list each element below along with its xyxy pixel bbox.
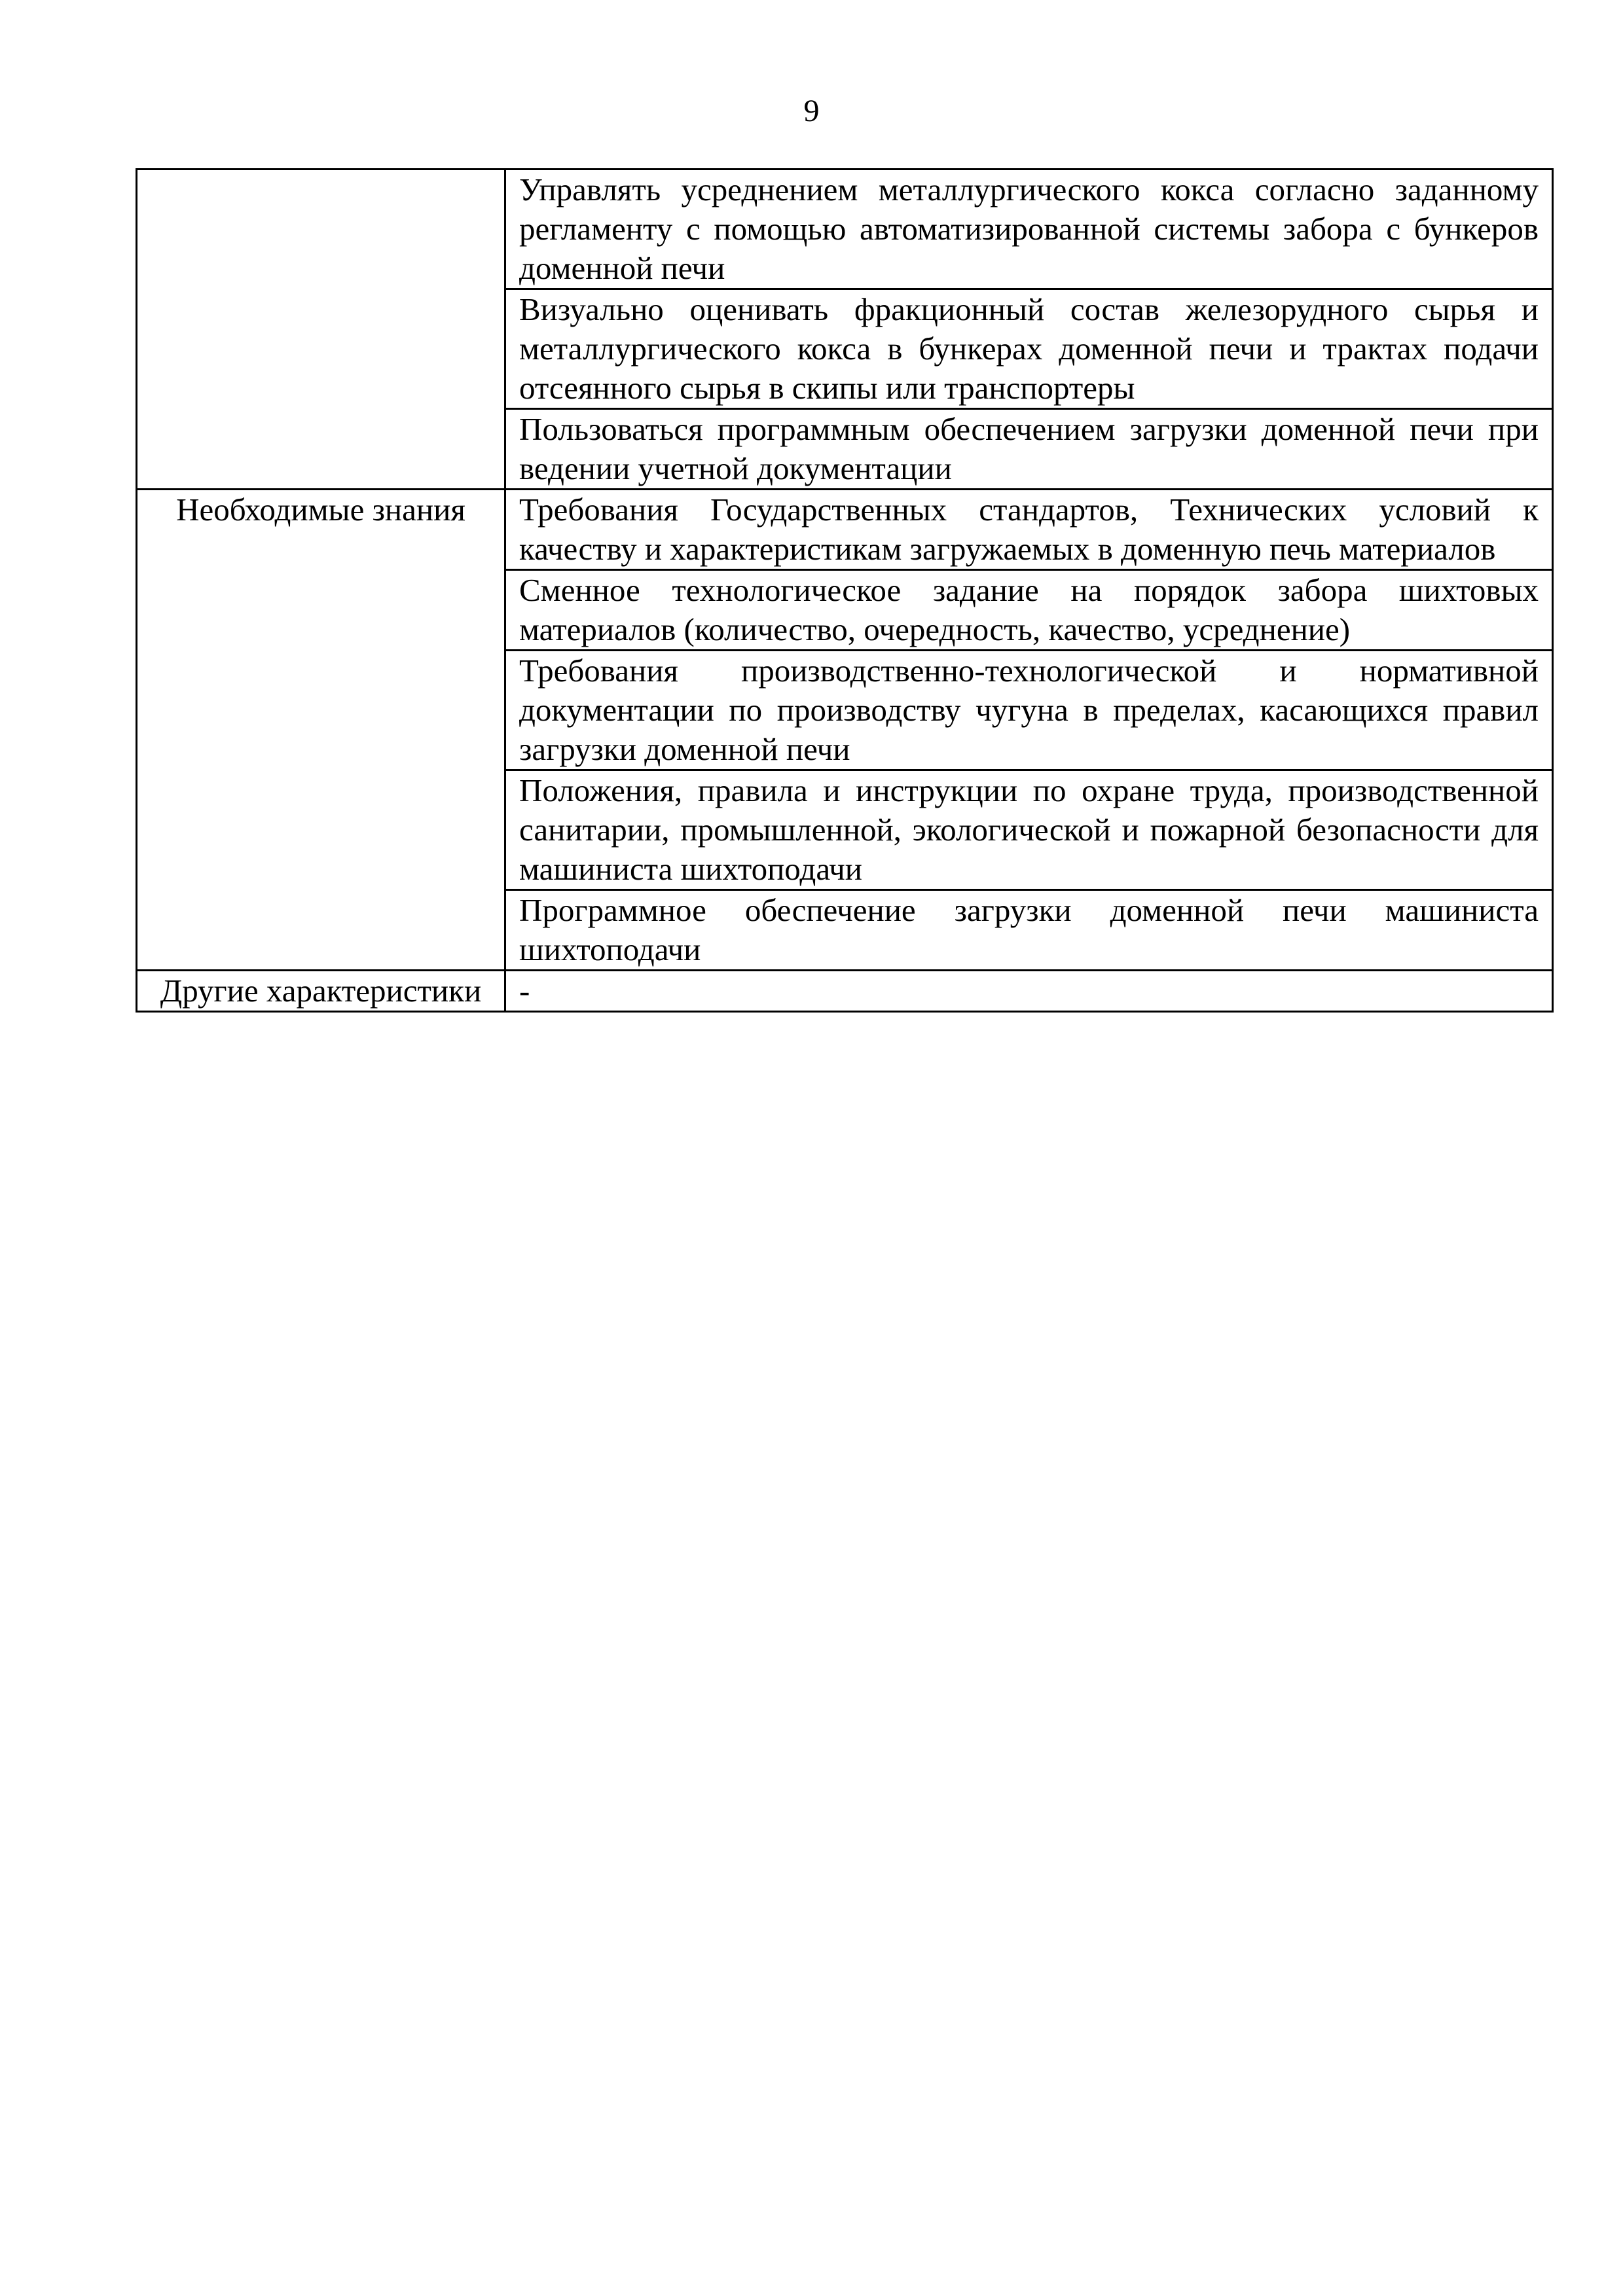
- row-text-cell: Управлять усреднением металлургического кокса согласно заданному регламенту с помощью автоматизированной системы забора с бункеров доменной печи: [505, 170, 1553, 289]
- row-text-cell: Требования производственно-технологической и нормативной документации по производству чугуна в пределах, касающихся правил загрузки доменной печи: [505, 651, 1553, 770]
- requirements-table: [136, 168, 1554, 1013]
- row-text-cell: Сменное технологическое задание на порядок забора шихтовых материалов (количество, очередность, качество, усреднение): [505, 570, 1553, 651]
- row-label-cell: Другие характеристики: [137, 971, 505, 1012]
- row-text-cell: Визуально оценивать фракционный состав железорудного сырья и металлургического кокса в бункерах доменной печи и трактах подачи отсеянного сырья в скипы или транспортеры: [505, 289, 1553, 409]
- row-text-cell: -: [505, 971, 1553, 1012]
- row-text-cell: Пользоваться программным обеспечением загрузки доменной печи при ведении учетной документации: [505, 409, 1553, 490]
- table-row: [137, 971, 1553, 1012]
- table-row: [137, 170, 1553, 289]
- row-label-cell: Необходимые знания: [137, 490, 505, 971]
- row-text-cell: Требования Государственных стандартов, Технических условий к качеству и характеристикам загружаемых в доменную печь материалов: [505, 490, 1553, 570]
- row-label-cell: [137, 170, 505, 490]
- table-row: [137, 490, 1553, 570]
- row-text-cell: Программное обеспечение загрузки доменной печи машиниста шихтоподачи: [505, 890, 1553, 971]
- page-number: 9: [803, 94, 820, 128]
- row-text-cell: Положения, правила и инструкции по охране труда, производственной санитарии, промышленной, экологической и пожарной безопасности для машиниста шихтоподачи: [505, 770, 1553, 890]
